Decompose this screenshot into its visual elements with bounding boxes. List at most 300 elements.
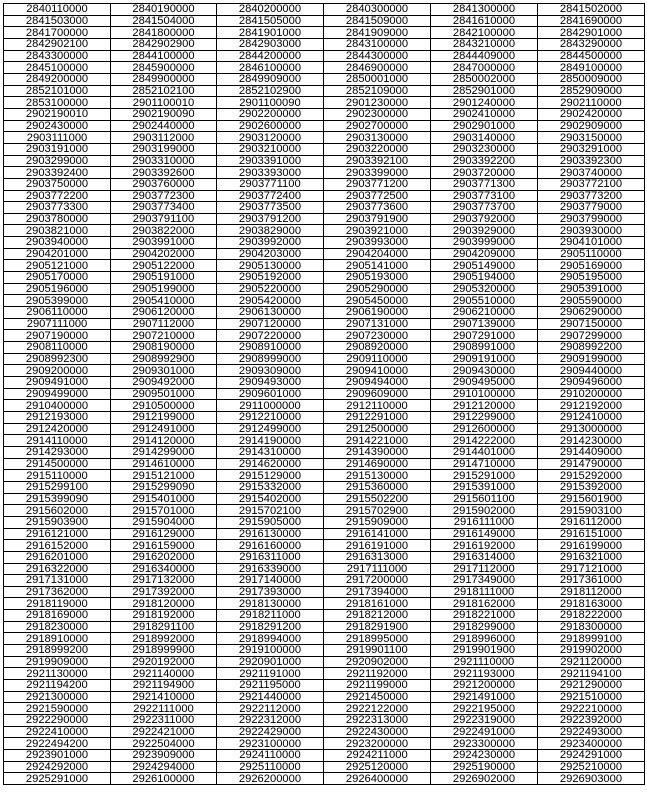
table-cell: 2912410000 <box>538 411 645 423</box>
table-cell: 2840190000 <box>111 4 217 16</box>
table-cell: 2841901000 <box>217 27 324 39</box>
table-cell: 2921200000 <box>431 680 538 692</box>
table-cell: 2902440000 <box>111 120 217 132</box>
table-cell: 2918161000 <box>324 598 431 610</box>
table-cell: 2852901000 <box>431 85 538 97</box>
table-cell: 2922494200 <box>4 738 111 750</box>
table-cell: 2844300000 <box>324 50 431 62</box>
table-cell: 2914299000 <box>111 446 217 458</box>
table-row <box>4 342 645 354</box>
table-cell: 2903999000 <box>431 237 538 249</box>
table-cell: 2902700000 <box>324 120 431 132</box>
table-cell: 2922290000 <box>4 715 111 727</box>
table-cell: 2841300000 <box>431 4 538 16</box>
table-cell: 2914710000 <box>431 458 538 470</box>
table-cell: 2914221000 <box>324 435 431 447</box>
table-row <box>4 726 645 738</box>
table-row <box>4 283 645 295</box>
table-cell: 2914110000 <box>4 435 111 447</box>
table-cell: 2909491000 <box>4 377 111 389</box>
table-cell: 2903773100 <box>431 190 538 202</box>
table-cell: 2850001000 <box>324 73 431 85</box>
table-cell: 2903771100 <box>217 178 324 190</box>
table-cell: 2903150000 <box>538 132 645 144</box>
table-cell: 2917132000 <box>111 575 217 587</box>
table-cell: 2916201000 <box>4 551 111 563</box>
table-cell: 2916129000 <box>111 528 217 540</box>
table-cell: 2926903000 <box>538 773 645 785</box>
table-row <box>4 15 645 27</box>
table-cell: 2843290000 <box>538 38 645 50</box>
table-cell: 2915701000 <box>111 505 217 517</box>
table-cell: 2912499000 <box>217 423 324 435</box>
table-cell: 2906210000 <box>431 307 538 319</box>
table-cell: 2909495000 <box>431 377 538 389</box>
table-cell: 2916311000 <box>217 551 324 563</box>
table-cell: 2922392000 <box>538 715 645 727</box>
table-row <box>4 108 645 120</box>
table-cell: 2916160000 <box>217 540 324 552</box>
table-cell: 2849909000 <box>217 73 324 85</box>
table-cell: 2902190090 <box>111 108 217 120</box>
table-cell: 2915401000 <box>111 493 217 505</box>
table-cell: 2908992300 <box>4 353 111 365</box>
table-cell: 2912192000 <box>538 400 645 412</box>
table-cell: 2905410000 <box>111 295 217 307</box>
table-cell: 2905170000 <box>4 272 111 284</box>
table-cell: 2903392400 <box>4 167 111 179</box>
table-cell: 2903772500 <box>324 190 431 202</box>
table-cell: 2912110000 <box>324 400 431 412</box>
table-row <box>4 155 645 167</box>
table-cell: 2920901000 <box>217 656 324 668</box>
table-row <box>4 551 645 563</box>
table-row <box>4 470 645 482</box>
table-cell: 2903772200 <box>4 190 111 202</box>
table-cell: 2920902000 <box>324 656 431 668</box>
table-cell: 2919902000 <box>538 645 645 657</box>
table-cell: 2853100000 <box>4 97 111 109</box>
table-cell: 2902300000 <box>324 108 431 120</box>
table-cell: 2908910000 <box>217 342 324 354</box>
table-row <box>4 423 645 435</box>
table-cell: 2903771200 <box>324 178 431 190</box>
table-cell: 2912199000 <box>111 411 217 423</box>
table-cell: 2905110000 <box>538 248 645 260</box>
table-cell: 2905320000 <box>431 283 538 295</box>
table-row <box>4 38 645 50</box>
table-cell: 2850009000 <box>538 73 645 85</box>
table-cell: 2903230000 <box>431 143 538 155</box>
table-cell: 2841504000 <box>111 15 217 27</box>
table-cell: 2916151000 <box>538 528 645 540</box>
table-cell: 2918999100 <box>538 633 645 645</box>
table-cell: 2849200000 <box>4 73 111 85</box>
table-row <box>4 318 645 330</box>
table-cell: 2916112000 <box>538 516 645 528</box>
table-cell: 2906110000 <box>4 307 111 319</box>
table-row <box>4 446 645 458</box>
table-cell: 2921193000 <box>431 668 538 680</box>
table-cell: 2921290000 <box>538 680 645 692</box>
table-cell: 2918112000 <box>538 586 645 598</box>
table-cell: 2916130000 <box>217 528 324 540</box>
table-cell: 2907220000 <box>217 330 324 342</box>
table-cell: 2915909000 <box>324 516 431 528</box>
table-cell: 2915702100 <box>217 505 324 517</box>
table-cell: 2903392600 <box>111 167 217 179</box>
table-cell: 2918111000 <box>431 586 538 598</box>
table-cell: 2922311000 <box>111 715 217 727</box>
table-cell: 2921192000 <box>324 668 431 680</box>
table-cell: 2906120000 <box>111 307 217 319</box>
table-cell: 2903791900 <box>324 213 431 225</box>
table-cell: 2908991000 <box>431 342 538 354</box>
table-row <box>4 563 645 575</box>
table-cell: 2842901000 <box>538 27 645 39</box>
table-row <box>4 330 645 342</box>
table-row <box>4 715 645 727</box>
table-cell: 2842902900 <box>111 38 217 50</box>
table-cell: 2905420000 <box>217 295 324 307</box>
table-cell: 2912291000 <box>324 411 431 423</box>
table-cell: 2922429000 <box>217 726 324 738</box>
table-cell: 2915402000 <box>217 493 324 505</box>
table-cell: 2918169000 <box>4 610 111 622</box>
table-cell: 2918999200 <box>4 645 111 657</box>
table-cell: 2905192000 <box>217 272 324 284</box>
table-cell: 2906190000 <box>324 307 431 319</box>
table-row <box>4 307 645 319</box>
table-cell: 2903111000 <box>4 132 111 144</box>
table-cell: 2918291200 <box>217 621 324 633</box>
table-cell: 2852102100 <box>111 85 217 97</box>
table-cell: 2915291000 <box>431 470 538 482</box>
table-cell: 2905199000 <box>111 283 217 295</box>
table-cell: 2846900000 <box>324 62 431 74</box>
table-cell: 2918291900 <box>324 621 431 633</box>
table-cell: 2917349000 <box>431 575 538 587</box>
table-cell: 2919901100 <box>324 645 431 657</box>
table-cell: 2921450000 <box>324 691 431 703</box>
table-cell: 2902901000 <box>431 120 538 132</box>
table-cell: 2903399000 <box>324 167 431 179</box>
table-cell: 2903760000 <box>111 178 217 190</box>
table-row <box>4 586 645 598</box>
table-row <box>4 411 645 423</box>
table-cell: 2916152000 <box>4 540 111 552</box>
table-cell: 2905191000 <box>111 272 217 284</box>
table-cell: 2914190000 <box>217 435 324 447</box>
table-cell: 2921194200 <box>4 680 111 692</box>
table-cell: 2915129000 <box>217 470 324 482</box>
table-cell: 2912210000 <box>217 411 324 423</box>
table-cell: 2905141000 <box>324 260 431 272</box>
table-cell: 2910400000 <box>4 400 111 412</box>
table-cell: 2910200000 <box>538 388 645 400</box>
table-cell: 2914620000 <box>217 458 324 470</box>
table-cell: 2903993000 <box>324 237 431 249</box>
table-cell: 2904209000 <box>431 248 538 260</box>
table-cell: 2845100000 <box>4 62 111 74</box>
table-cell: 2841700000 <box>4 27 111 39</box>
table-cell: 2844500000 <box>538 50 645 62</box>
table-cell: 2909494000 <box>324 377 431 389</box>
table-cell: 2849900000 <box>111 73 217 85</box>
table-cell: 2926400000 <box>324 773 431 785</box>
table-cell: 2924294000 <box>111 761 217 773</box>
table-cell: 2843300000 <box>4 50 111 62</box>
table-cell: 2918119000 <box>4 598 111 610</box>
table-cell: 2903773400 <box>111 202 217 214</box>
table-row <box>4 435 645 447</box>
table-cell: 2909200000 <box>4 365 111 377</box>
table-cell: 2907210000 <box>111 330 217 342</box>
table-cell: 2921510000 <box>538 691 645 703</box>
table-cell: 2905122000 <box>111 260 217 272</box>
table-cell: 2907291000 <box>431 330 538 342</box>
table-row <box>4 260 645 272</box>
table-row <box>4 388 645 400</box>
table-cell: 2902410000 <box>431 108 538 120</box>
table-cell: 2903291000 <box>538 143 645 155</box>
table-cell: 2922493000 <box>538 726 645 738</box>
table-cell: 2909110000 <box>324 353 431 365</box>
table-cell: 2924230000 <box>431 750 538 762</box>
code-table <box>3 3 645 785</box>
table-cell: 2849100000 <box>538 62 645 74</box>
table-cell: 2841909000 <box>324 27 431 39</box>
table-cell: 2901100010 <box>111 97 217 109</box>
table-cell: 2901240000 <box>431 97 538 109</box>
table-cell: 2841610000 <box>431 15 538 27</box>
table-row <box>4 633 645 645</box>
table-cell: 2922111000 <box>111 703 217 715</box>
table-cell: 2918996000 <box>431 633 538 645</box>
table-cell: 2917200000 <box>324 575 431 587</box>
table-row <box>4 668 645 680</box>
table-cell: 2906290000 <box>538 307 645 319</box>
table-row <box>4 703 645 715</box>
table-row <box>4 680 645 692</box>
table-cell: 2841502000 <box>538 4 645 16</box>
table-cell: 2915292000 <box>538 470 645 482</box>
table-cell: 2914390000 <box>324 446 431 458</box>
table-cell: 2903822000 <box>111 225 217 237</box>
table-cell: 2903772400 <box>217 190 324 202</box>
table-cell: 2907111000 <box>4 318 111 330</box>
table-cell: 2907112000 <box>111 318 217 330</box>
table-row <box>4 610 645 622</box>
table-cell: 2903991000 <box>111 237 217 249</box>
table-cell: 2903930000 <box>538 225 645 237</box>
table-cell: 2903750000 <box>4 178 111 190</box>
table-row <box>4 132 645 144</box>
table-cell: 2917393000 <box>217 586 324 598</box>
table-cell: 2903773600 <box>324 202 431 214</box>
table-cell: 2903829000 <box>217 225 324 237</box>
table-cell: 2921130000 <box>4 668 111 680</box>
table-cell: 2909440000 <box>538 365 645 377</box>
table-row <box>4 493 645 505</box>
table-cell: 2903929000 <box>431 225 538 237</box>
table-cell: 2915332000 <box>217 481 324 493</box>
table-row <box>4 202 645 214</box>
table-cell: 2919100000 <box>217 645 324 657</box>
table-cell: 2912120000 <box>431 400 538 412</box>
table-cell: 2909191000 <box>431 353 538 365</box>
table-cell: 2904204000 <box>324 248 431 260</box>
table-cell: 2909301000 <box>111 365 217 377</box>
table-cell: 2918994000 <box>217 633 324 645</box>
table-cell: 2918230000 <box>4 621 111 633</box>
table-cell: 2908992900 <box>111 353 217 365</box>
table-cell: 2905196000 <box>4 283 111 295</box>
table-cell: 2905130000 <box>217 260 324 272</box>
table-cell: 2904101000 <box>538 237 645 249</box>
table-cell: 2915392000 <box>538 481 645 493</box>
table-cell: 2850002000 <box>431 73 538 85</box>
table-cell: 2921110000 <box>431 656 538 668</box>
table-cell: 2841505000 <box>217 15 324 27</box>
table-cell: 2924110000 <box>217 750 324 762</box>
table-cell: 2903210000 <box>217 143 324 155</box>
table-cell: 2911000000 <box>217 400 324 412</box>
table-cell: 2914401000 <box>431 446 538 458</box>
table-cell: 2902909000 <box>538 120 645 132</box>
table-cell: 2901230000 <box>324 97 431 109</box>
table-cell: 2916141000 <box>324 528 431 540</box>
table-cell: 2910100000 <box>431 388 538 400</box>
table-cell: 2923901000 <box>4 750 111 762</box>
table-cell: 2914790000 <box>538 458 645 470</box>
table-cell: 2905391000 <box>538 283 645 295</box>
table-cell: 2906130000 <box>217 307 324 319</box>
table-row <box>4 365 645 377</box>
table-cell: 2921194100 <box>538 668 645 680</box>
table-cell: 2915601100 <box>431 493 538 505</box>
table-cell: 2903391000 <box>217 155 324 167</box>
table-cell: 2907139000 <box>431 318 538 330</box>
table-cell: 2914222000 <box>431 435 538 447</box>
table-row <box>4 621 645 633</box>
table-cell: 2903992000 <box>217 237 324 249</box>
table-cell: 2915121000 <box>111 470 217 482</box>
table-cell: 2925110000 <box>217 761 324 773</box>
table-cell: 2845900000 <box>111 62 217 74</box>
table-cell: 2918130000 <box>217 598 324 610</box>
table-cell: 2912299000 <box>431 411 538 423</box>
table-cell: 2912420000 <box>4 423 111 435</box>
table-cell: 2920192000 <box>111 656 217 668</box>
table-cell: 2903310000 <box>111 155 217 167</box>
table-cell: 2909609000 <box>324 388 431 400</box>
table-cell: 2922430000 <box>324 726 431 738</box>
table-cell: 2903773300 <box>4 202 111 214</box>
table-cell: 2902190010 <box>4 108 111 120</box>
table-cell: 2909309000 <box>217 365 324 377</box>
table-cell: 2904203000 <box>217 248 324 260</box>
table-cell: 2914293000 <box>4 446 111 458</box>
table-row <box>4 691 645 703</box>
table-cell: 2842902100 <box>4 38 111 50</box>
table-cell: 2841800000 <box>111 27 217 39</box>
table-cell: 2918120000 <box>111 598 217 610</box>
table-cell: 2908920000 <box>324 342 431 354</box>
table-cell: 2903140000 <box>431 132 538 144</box>
table-cell: 2925120000 <box>324 761 431 773</box>
table-cell: 2918291100 <box>111 621 217 633</box>
table-cell: 2918221000 <box>431 610 538 622</box>
table-cell: 2904202000 <box>111 248 217 260</box>
table-cell: 2909199000 <box>538 353 645 365</box>
table-cell: 2921440000 <box>217 691 324 703</box>
table-cell: 2905194000 <box>431 272 538 284</box>
table-cell: 2841503000 <box>4 15 111 27</box>
table-row <box>4 505 645 517</box>
table-row <box>4 225 645 237</box>
table-cell: 2903799000 <box>538 213 645 225</box>
table-cell: 2923300000 <box>431 738 538 750</box>
table-row <box>4 598 645 610</box>
table-cell: 2908992200 <box>538 342 645 354</box>
table-cell: 2843100000 <box>324 38 431 50</box>
table-cell: 2922410000 <box>4 726 111 738</box>
table-cell: 2914230000 <box>538 435 645 447</box>
table-cell: 2924211000 <box>324 750 431 762</box>
table-row <box>4 143 645 155</box>
table-cell: 2921194900 <box>111 680 217 692</box>
table-cell: 2921195000 <box>217 680 324 692</box>
table-cell: 2921410000 <box>111 691 217 703</box>
table-row <box>4 27 645 39</box>
table-row <box>4 4 645 16</box>
table-cell: 2918212000 <box>324 610 431 622</box>
table-cell: 2918992000 <box>111 633 217 645</box>
table-cell: 2902110000 <box>538 97 645 109</box>
table-cell: 2921300000 <box>4 691 111 703</box>
table-cell: 2914500000 <box>4 458 111 470</box>
table-cell: 2922210000 <box>538 703 645 715</box>
table-cell: 2916121000 <box>4 528 111 540</box>
table-cell: 2907150000 <box>538 318 645 330</box>
table-cell: 2918995000 <box>324 633 431 645</box>
table-cell: 2917131000 <box>4 575 111 587</box>
table-cell: 2917140000 <box>217 575 324 587</box>
table-row <box>4 295 645 307</box>
table-cell: 2903772100 <box>538 178 645 190</box>
table-cell: 2903299000 <box>4 155 111 167</box>
table-cell: 2916340000 <box>111 563 217 575</box>
table-cell: 2852101000 <box>4 85 111 97</box>
table-cell: 2914610000 <box>111 458 217 470</box>
table-cell: 2903772300 <box>111 190 217 202</box>
table-cell: 2924291000 <box>538 750 645 762</box>
table-cell: 2916149000 <box>431 528 538 540</box>
table-cell: 2915602000 <box>4 505 111 517</box>
table-cell: 2915904000 <box>111 516 217 528</box>
table-cell: 2840110000 <box>4 4 111 16</box>
table-cell: 2915702900 <box>324 505 431 517</box>
table-cell: 2908190000 <box>111 342 217 354</box>
table-row <box>4 97 645 109</box>
table-cell: 2903112000 <box>111 132 217 144</box>
table-row <box>4 190 645 202</box>
code-table-body <box>4 4 645 785</box>
table-cell: 2903773200 <box>538 190 645 202</box>
table-cell: 2913000000 <box>538 423 645 435</box>
table-cell: 2918999900 <box>111 645 217 657</box>
